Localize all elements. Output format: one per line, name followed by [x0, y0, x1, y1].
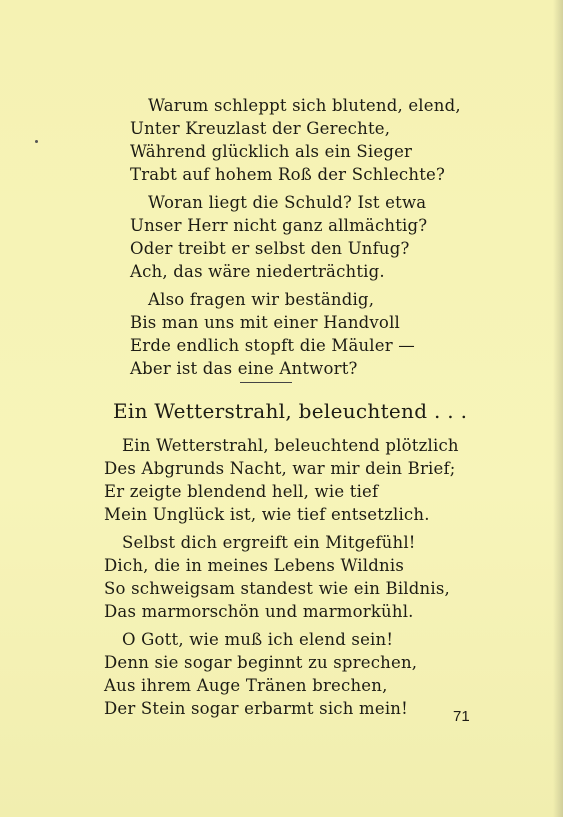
poem-line: Bis man uns mit einer Handvoll	[130, 313, 401, 332]
poem-line: Ein Wetterstrahl, beleuchtend plötzlich	[122, 436, 459, 455]
poem-line: Trabt auf hohem Roß der Schlechte?	[130, 165, 446, 184]
margin-speck	[35, 140, 38, 143]
poem-line: O Gott, wie muß ich elend sein!	[122, 630, 394, 649]
poem-line: Des Abgrunds Nacht, war mir dein Brief;	[104, 459, 456, 478]
poem-line: Ach, das wäre niederträchtig.	[130, 262, 385, 281]
poem-line: Unser Herr nicht ganz allmächtig?	[130, 216, 428, 235]
poem-line: Aber ist das eine Antwort?	[130, 359, 358, 378]
poem-line: So schweigsam standest wie ein Bildnis,	[104, 579, 450, 598]
poem-line: Er zeigte blendend hell, wie tief	[104, 482, 379, 501]
page-edge-shadow	[553, 0, 563, 817]
poem-line: Das marmorschön und marmorkühl.	[104, 602, 414, 621]
poem-line: Der Stein sogar erbarmt sich mein!	[104, 699, 408, 718]
poem-line: Denn sie sogar beginnt zu sprechen,	[104, 653, 418, 672]
poem-line: Erde endlich stopft die Mäuler —	[130, 336, 415, 355]
poem-line: Warum schleppt sich blutend, elend,	[148, 96, 461, 115]
section-divider	[240, 382, 292, 383]
poem-line: Mein Unglück ist, wie tief entsetzlich.	[104, 505, 430, 524]
poem-line: Aus ihrem Auge Tränen brechen,	[104, 676, 388, 695]
poem-line: Dich, die in meines Lebens Wildnis	[104, 556, 404, 575]
poem-line: Oder treibt er selbst den Unfug?	[130, 239, 410, 258]
poem-line: Woran liegt die Schuld? Ist etwa	[148, 193, 427, 212]
page-number: 71	[453, 708, 470, 725]
poem-title: Ein Wetterstrahl, beleuchtend . . .	[113, 399, 468, 423]
poem-line: Selbst dich ergreift ein Mitgefühl!	[122, 533, 416, 552]
poem-line: Während glücklich als ein Sieger	[130, 142, 413, 161]
poem-line: Also fragen wir beständig,	[148, 290, 375, 309]
poem-line: Unter Kreuzlast der Gerechte,	[130, 119, 391, 138]
